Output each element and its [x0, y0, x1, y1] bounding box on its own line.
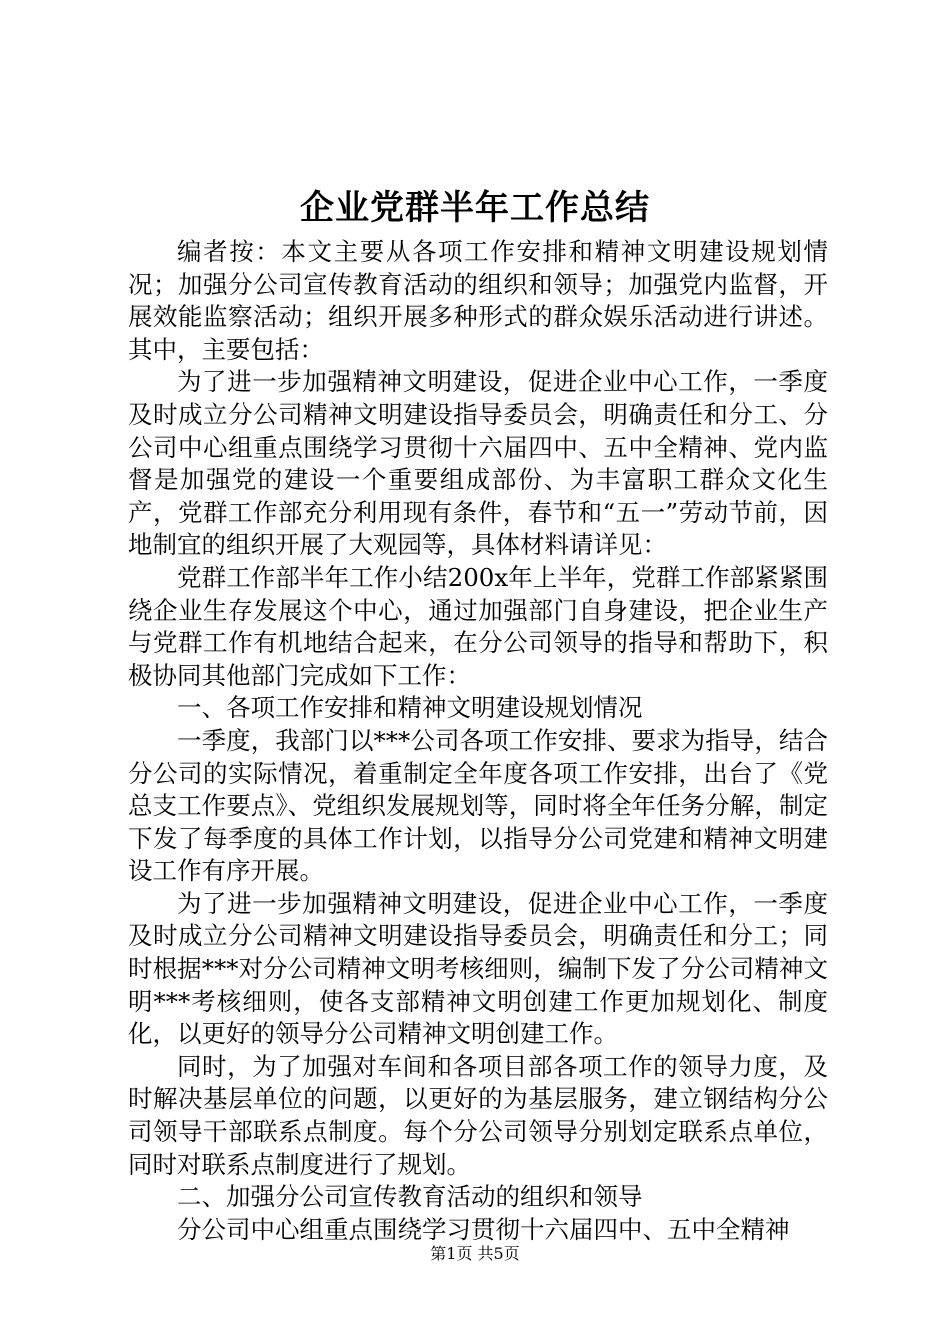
document-body — [128, 236, 828, 1246]
editor-note-paragraph: 编者按：本文主要从各项工作安排和精神文明建设规划情况；加强分公司宣传教育活动的组织和领导；加强党内监督，开展效能监察活动；组织开展多种形式的群众娱乐活动进行讲述。其中，主要包括： — [128, 237, 828, 364]
body-paragraph: 为了进一步加强精神文明建设，促进企业中心工作，一季度及时成立分公司精神文明建设指导委员会，明确责任和分工、分公司中心组重点围绕学习贯彻十六届四中、五中全精神、党内监督是加强党的建设一个重要组成部份、为丰富职工群众文化生产，党群工作部充分利用现有条件，春节和“五一”劳动节前，因地制宜的组织开展了大观园等，具体材料请详见： — [128, 367, 828, 560]
section-heading: 二、加强分公司宣传教育活动的组织和领导 — [177, 1182, 643, 1212]
body-paragraph: 为了进一步加强精神文明建设，促进企业中心工作，一季度及时成立分公司精神文明建设指导委员会，明确责任和分工；同时根据***对分公司精神文明考核细则，编制下发了分公司精神文明***考核细则，使各支部精神文明创建工作更加规划化、制度化，以更好的领导分公司精神文明创建工作。 — [128, 888, 828, 1049]
page-number-footer: 第1页 共5页 — [430, 1244, 520, 1263]
section-heading: 一、各项工作安排和精神文明建设规划情况 — [177, 693, 643, 723]
body-paragraph: 一季度，我部门以***公司各项工作安排、要求为指导，结合分公司的实际情况，着重制定全年度各项工作安排，出台了《党总支工作要点》、党组织发展规划等，同时将全年任务分解，制定下发了每季度的具体工作计划，以指导分公司党建和精神文明建设工作有序开展。 — [128, 725, 828, 886]
body-paragraph: 同时，为了加强对车间和各项目部各项工作的领导力度，及时解决基层单位的问题，以更好的为基层服务，建立钢结构分公司领导干部联系点制度。每个分公司领导分别划定联系点单位，同时对联系点制度进行了规划。 — [128, 1051, 828, 1179]
body-paragraph: 分公司中心组重点围绕学习贯彻十六届四中、五中全精神 — [177, 1214, 790, 1244]
document-title: 企业党群半年工作总结 — [300, 188, 650, 228]
body-paragraph: 党群工作部半年工作小结200x年上半年，党群工作部紧紧围绕企业生存发展这个中心，通过加强部门自身建设，把企业生产与党群工作有机地结合起来，在分公司领导的指导和帮助下，积极协同其他部门完成如下工作： — [128, 562, 828, 690]
